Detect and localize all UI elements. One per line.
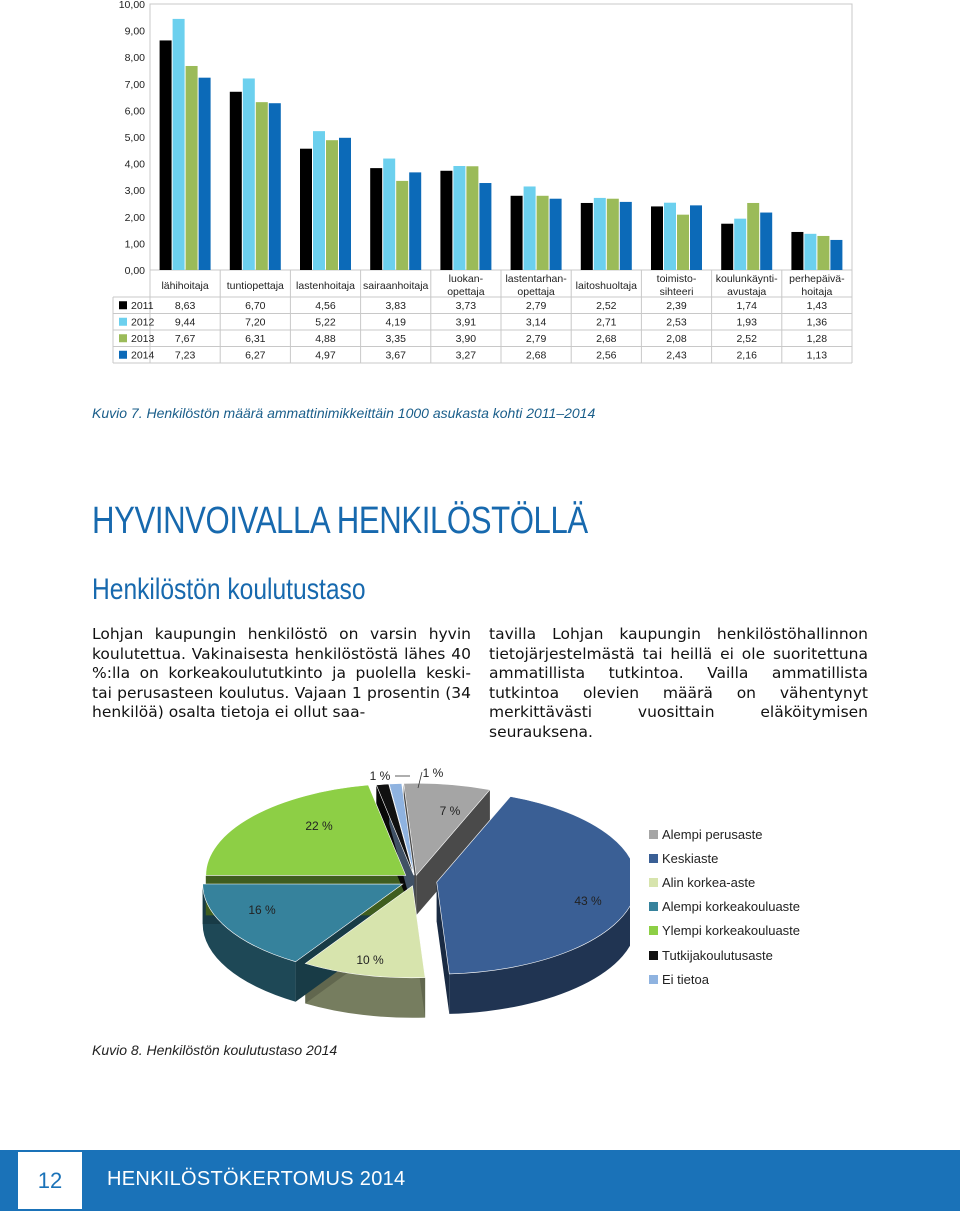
table-value: 3,67 (385, 349, 406, 362)
table-value: 1,43 (806, 299, 828, 312)
bar-2014-1 (269, 103, 281, 270)
category-label: perhepäivä-hoitaja (789, 273, 845, 298)
page-number: 12 (37, 1167, 63, 1193)
y-tick-label: 8,00 (124, 52, 145, 65)
bar-2011-2 (300, 149, 312, 270)
table-value: 2,79 (525, 332, 547, 345)
legend-label: Ei tietoa (662, 971, 709, 987)
table-value: 3,90 (455, 332, 477, 345)
table-value: 2,79 (525, 299, 547, 312)
table-value: 1,74 (736, 299, 757, 312)
caption-kuvio-8-text: Henkilöstön koulutustaso 2014 (146, 1042, 338, 1058)
y-tick-label: 10,00 (118, 0, 145, 11)
bar-2014-7 (690, 205, 702, 270)
bar-2011-3 (370, 168, 382, 270)
bar-2013-0 (186, 66, 198, 270)
table-value: 3,14 (525, 316, 547, 329)
legend-item (649, 943, 800, 967)
table-value: 2,52 (596, 299, 617, 312)
legend-item (649, 822, 800, 846)
category-label: lastenhoitaja (296, 280, 355, 292)
y-tick-label: 7,00 (124, 78, 145, 91)
bar-2014-8 (760, 213, 772, 270)
category-label: lastentarhan-opettaja (505, 273, 567, 298)
bar-2012-1 (243, 78, 255, 270)
category-label: koulunkäynti-avustaja (715, 273, 778, 298)
y-tick-label: 6,00 (124, 105, 145, 118)
pie-value-label: 10 % (356, 953, 384, 967)
table-value: 4,88 (315, 332, 336, 345)
bar-2014-6 (620, 202, 632, 270)
legend-item (649, 967, 800, 991)
table-value: 3,83 (385, 299, 406, 312)
body-text-right-column: tavilla Lohjan kaupungin henkilöstöhallinnon tietojärjestelmästä tai heillä ei ole suoritettuna ammatillista tutkintoa. Vailla ammatillista tutkintoa olevien määrä on vähentynyt merkittävästi vuosittain eläköitymisen seurauksena. (489, 625, 868, 741)
bar-2011-8 (721, 224, 733, 270)
y-tick-label: 5,00 (124, 132, 145, 144)
bar-2011-1 (230, 92, 242, 270)
legend-swatch (649, 926, 658, 935)
bar-2012-2 (313, 131, 325, 270)
pie-value-label: 16 % (248, 903, 276, 917)
table-value: 3,35 (385, 332, 406, 345)
table-value: 7,67 (174, 332, 196, 345)
legend-label-2011: 2011 (131, 299, 154, 312)
y-tick-label: 9,00 (124, 25, 145, 38)
bar-2013-1 (256, 102, 268, 270)
y-tick-label: 2,00 (124, 211, 145, 224)
pie-legend (649, 822, 800, 991)
bar-2011-6 (581, 203, 593, 270)
bar-2011-5 (511, 196, 523, 270)
y-tick-label: 3,00 (124, 185, 145, 198)
legend-swatch (649, 975, 658, 984)
legend-label: Keskiaste (662, 850, 719, 866)
legend-label: Alin korkea-aste (662, 874, 756, 890)
bar-2013-9 (817, 236, 829, 270)
category-label: luokan-opettaja (447, 273, 485, 298)
legend-item (649, 870, 800, 894)
bar-2013-3 (396, 181, 408, 270)
table-value: 3,27 (455, 349, 477, 362)
legend-key-2012 (119, 318, 127, 326)
bar-2011-4 (440, 171, 452, 270)
section-subtitle: Henkilöstön koulutustaso (92, 573, 366, 606)
legend-item (649, 919, 800, 943)
table-value: 7,23 (174, 349, 196, 362)
table-value: 2,53 (666, 316, 687, 329)
bar-2014-9 (830, 240, 842, 270)
bar-2011-0 (160, 40, 172, 270)
y-tick-label: 1,00 (124, 238, 145, 251)
category-label: toimisto-sihteeri (656, 273, 697, 298)
bar-2012-7 (664, 203, 676, 270)
table-value: 2,43 (666, 349, 687, 362)
bar-chart (0, 0, 960, 370)
legend-label: Alempi korkeakouluaste (662, 899, 801, 915)
legend-label: Tutkijakoulutusaste (662, 947, 773, 963)
bar-2012-8 (734, 219, 746, 270)
pie-value-label: 1 % (369, 769, 391, 783)
legend-label: Ylempi korkeakouluaste (662, 923, 801, 939)
table-value: 2,68 (596, 332, 617, 345)
table-value: 6,70 (245, 299, 266, 312)
legend-swatch (649, 951, 658, 960)
bar-2011-7 (651, 206, 663, 270)
legend-label-2012: 2012 (131, 316, 155, 329)
table-value: 6,27 (245, 349, 266, 362)
table-value: 4,19 (385, 316, 406, 329)
pie-value-label: 7 % (439, 804, 461, 818)
category-label: tuntiopettaja (226, 280, 284, 292)
table-value: 8,63 (174, 299, 196, 312)
footer-page-box (18, 1152, 82, 1209)
table-value: 5,22 (315, 316, 336, 329)
legend-item (649, 846, 800, 870)
table-value: 4,56 (315, 299, 336, 312)
legend-swatch (649, 830, 658, 839)
legend-label-2013: 2013 (131, 332, 155, 345)
table-value: 3,91 (455, 316, 477, 329)
legend-label: Alempi perusaste (662, 826, 763, 842)
table-value: 4,97 (315, 349, 336, 362)
caption-kuvio-8 (92, 1042, 337, 1058)
bar-2012-6 (594, 198, 606, 270)
legend-swatch (649, 878, 658, 887)
table-value: 1,36 (806, 316, 828, 329)
bar-2013-8 (747, 203, 759, 270)
table-value: 1,93 (736, 316, 757, 329)
table-value: 9,44 (174, 316, 196, 329)
pie-chart (200, 750, 630, 1080)
table-value: 7,20 (245, 316, 266, 329)
bar-2013-5 (537, 196, 549, 270)
table-value: 2,68 (525, 349, 547, 362)
bar-2012-3 (383, 159, 395, 270)
bar-2013-6 (607, 199, 619, 270)
legend-label-2014: 2014 (131, 349, 155, 362)
bar-2014-4 (479, 183, 491, 270)
bar-2011-9 (791, 232, 803, 270)
table-value: 2,16 (736, 349, 757, 362)
table-value: 2,56 (596, 349, 617, 362)
caption-kuvio-8-number: Kuvio 8. (92, 1042, 143, 1058)
table-value: 2,39 (666, 299, 687, 312)
table-value: 2,52 (736, 332, 757, 345)
table-value: 1,13 (806, 349, 828, 362)
table-value: 2,08 (666, 332, 687, 345)
table-value: 6,31 (245, 332, 266, 345)
table-value: 2,71 (596, 316, 617, 329)
section-title: HYVINVOIVALLA HENKILÖSTÖLLÄ (92, 500, 588, 542)
y-tick-label: 4,00 (124, 158, 145, 171)
category-label: sairaanhoitaja (363, 280, 429, 292)
category-label: laitoshuoltaja (575, 280, 637, 292)
category-label: lähihoitaja (161, 280, 209, 292)
table-value: 3,73 (455, 299, 477, 312)
bar-2013-7 (677, 215, 689, 270)
legend-swatch (649, 902, 658, 911)
bar-2012-5 (524, 186, 536, 270)
bar-2012-9 (804, 234, 816, 270)
legend-key-2013 (119, 334, 127, 342)
pie-value-label: 22 % (305, 819, 333, 833)
bar-2013-2 (326, 140, 338, 270)
caption-kuvio-7 (92, 405, 595, 421)
bar-2014-5 (550, 199, 562, 270)
caption-kuvio-7-number: Kuvio 7. (92, 405, 143, 421)
plot-area (150, 4, 852, 270)
y-tick-label: 0,00 (124, 265, 145, 277)
bar-2012-0 (173, 19, 185, 270)
bar-2014-0 (199, 78, 211, 270)
pie-value-label: 43 % (574, 894, 602, 908)
body-text-left-column: Lohjan kaupungin henkilöstö on varsin hyvin koulutettua. Vakinaisesta henkilöstöstä lähes 40 %:lla on korkeakoulututkinto ja puolella keski- tai perusasteen koulutus. Vajaan 1 prosentin (34 henkilöä) osalta tietoja ei ollut saa- (92, 625, 471, 722)
bar-2014-3 (409, 172, 421, 270)
legend-key-2014 (119, 351, 127, 359)
legend-key-2011 (119, 301, 127, 309)
caption-kuvio-7-text: Henkilöstön määrä ammattinimikkeittäin 1000 asukasta kohti 2011–2014 (146, 405, 596, 421)
table-value: 1,28 (806, 332, 828, 345)
bar-2014-2 (339, 138, 351, 270)
bar-2012-4 (453, 166, 465, 270)
pie-value-label: 1 % (422, 766, 444, 780)
legend-swatch (649, 854, 658, 863)
footer-title: HENKILÖSTÖKERTOMUS 2014 (107, 1168, 406, 1190)
legend-item (649, 895, 800, 919)
bar-2013-4 (466, 166, 478, 270)
